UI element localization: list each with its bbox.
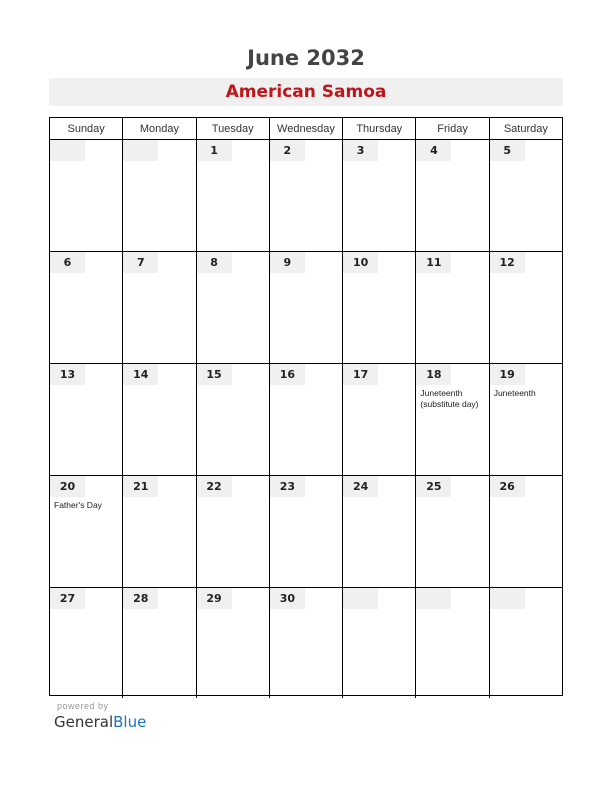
week-row <box>50 140 562 252</box>
day-cell <box>122 476 195 587</box>
weekday-monday: Monday <box>122 118 195 139</box>
day-cell <box>269 588 342 698</box>
week-row <box>50 588 562 698</box>
day-cell <box>489 252 562 363</box>
day-number: 9 <box>270 252 305 273</box>
day-cell <box>196 476 269 587</box>
day-number: 26 <box>490 476 525 497</box>
day-number: 11 <box>416 252 451 273</box>
day-number: 24 <box>343 476 378 497</box>
day-number: 15 <box>197 364 232 385</box>
day-cell <box>196 588 269 698</box>
day-number: 18 <box>416 364 451 385</box>
day-cell <box>122 252 195 363</box>
day-number: 8 <box>197 252 232 273</box>
day-number: 4 <box>416 140 451 161</box>
day-number <box>490 588 525 609</box>
day-cell <box>196 140 269 251</box>
day-number: 16 <box>270 364 305 385</box>
day-cell <box>122 364 195 475</box>
day-cell <box>415 252 488 363</box>
weekday-friday: Friday <box>415 118 488 139</box>
day-cell <box>269 252 342 363</box>
day-cell <box>415 140 488 251</box>
day-number: 22 <box>197 476 232 497</box>
week-row <box>50 476 562 588</box>
day-number: 20 <box>50 476 85 497</box>
day-number: 27 <box>50 588 85 609</box>
logo-general-text: General <box>54 713 114 731</box>
day-cell <box>269 476 342 587</box>
day-number: 6 <box>50 252 85 273</box>
day-cell <box>415 476 488 587</box>
day-number: 23 <box>270 476 305 497</box>
day-cell <box>342 140 415 251</box>
day-cell <box>489 588 562 698</box>
day-cell <box>342 588 415 698</box>
day-cell <box>50 252 122 363</box>
day-number: 29 <box>197 588 232 609</box>
week-row <box>50 252 562 364</box>
day-number: 14 <box>123 364 158 385</box>
weeks-container <box>50 140 562 698</box>
day-number <box>343 588 378 609</box>
day-cell <box>50 588 122 698</box>
day-number: 28 <box>123 588 158 609</box>
page-title: June 2032 <box>247 46 365 70</box>
generalblue-logo[interactable] <box>54 713 146 731</box>
day-number: 1 <box>197 140 232 161</box>
day-number <box>50 140 85 161</box>
day-cell <box>122 140 195 251</box>
logo-blue-text: Blue <box>113 713 147 731</box>
day-number: 30 <box>270 588 305 609</box>
day-number: 21 <box>123 476 158 497</box>
day-cell <box>489 140 562 251</box>
day-cell <box>489 476 562 587</box>
day-cell <box>269 364 342 475</box>
country-banner <box>49 78 563 106</box>
day-number <box>416 588 451 609</box>
day-number: 17 <box>343 364 378 385</box>
day-cell <box>50 140 122 251</box>
day-cell <box>342 364 415 475</box>
day-number: 5 <box>490 140 525 161</box>
day-number <box>123 140 158 161</box>
holiday-label: Juneteenth <box>493 388 536 398</box>
country-name: American Samoa <box>225 82 387 102</box>
holiday-label: Father's Day <box>54 500 102 510</box>
weekday-sunday: Sunday <box>67 122 105 135</box>
day-cell <box>269 140 342 251</box>
weekday-saturday: Saturday <box>489 118 562 139</box>
day-number: 3 <box>343 140 378 161</box>
week-row <box>50 364 562 476</box>
day-number: 7 <box>123 252 158 273</box>
day-cell <box>196 364 269 475</box>
day-number: 25 <box>416 476 451 497</box>
day-number: 13 <box>50 364 85 385</box>
day-cell <box>50 364 122 475</box>
weekday-thursday: Thursday <box>342 118 415 139</box>
day-cell <box>489 364 562 475</box>
day-number: 12 <box>490 252 525 273</box>
day-cell <box>196 252 269 363</box>
weekday-wednesday: Wednesday <box>269 118 342 139</box>
calendar-grid <box>49 117 563 696</box>
powered-by-label: powered by <box>57 701 109 711</box>
weekday-header-row <box>50 118 562 140</box>
day-cell <box>50 476 122 587</box>
day-cell <box>415 364 488 475</box>
day-number: 10 <box>343 252 378 273</box>
weekday-tuesday: Tuesday <box>196 118 269 139</box>
day-number: 19 <box>490 364 525 385</box>
day-cell <box>342 252 415 363</box>
day-cell <box>122 588 195 698</box>
day-cell <box>415 588 488 698</box>
holiday-label: Juneteenth (substitute day) <box>420 388 479 409</box>
day-number: 2 <box>270 140 305 161</box>
day-cell <box>342 476 415 587</box>
